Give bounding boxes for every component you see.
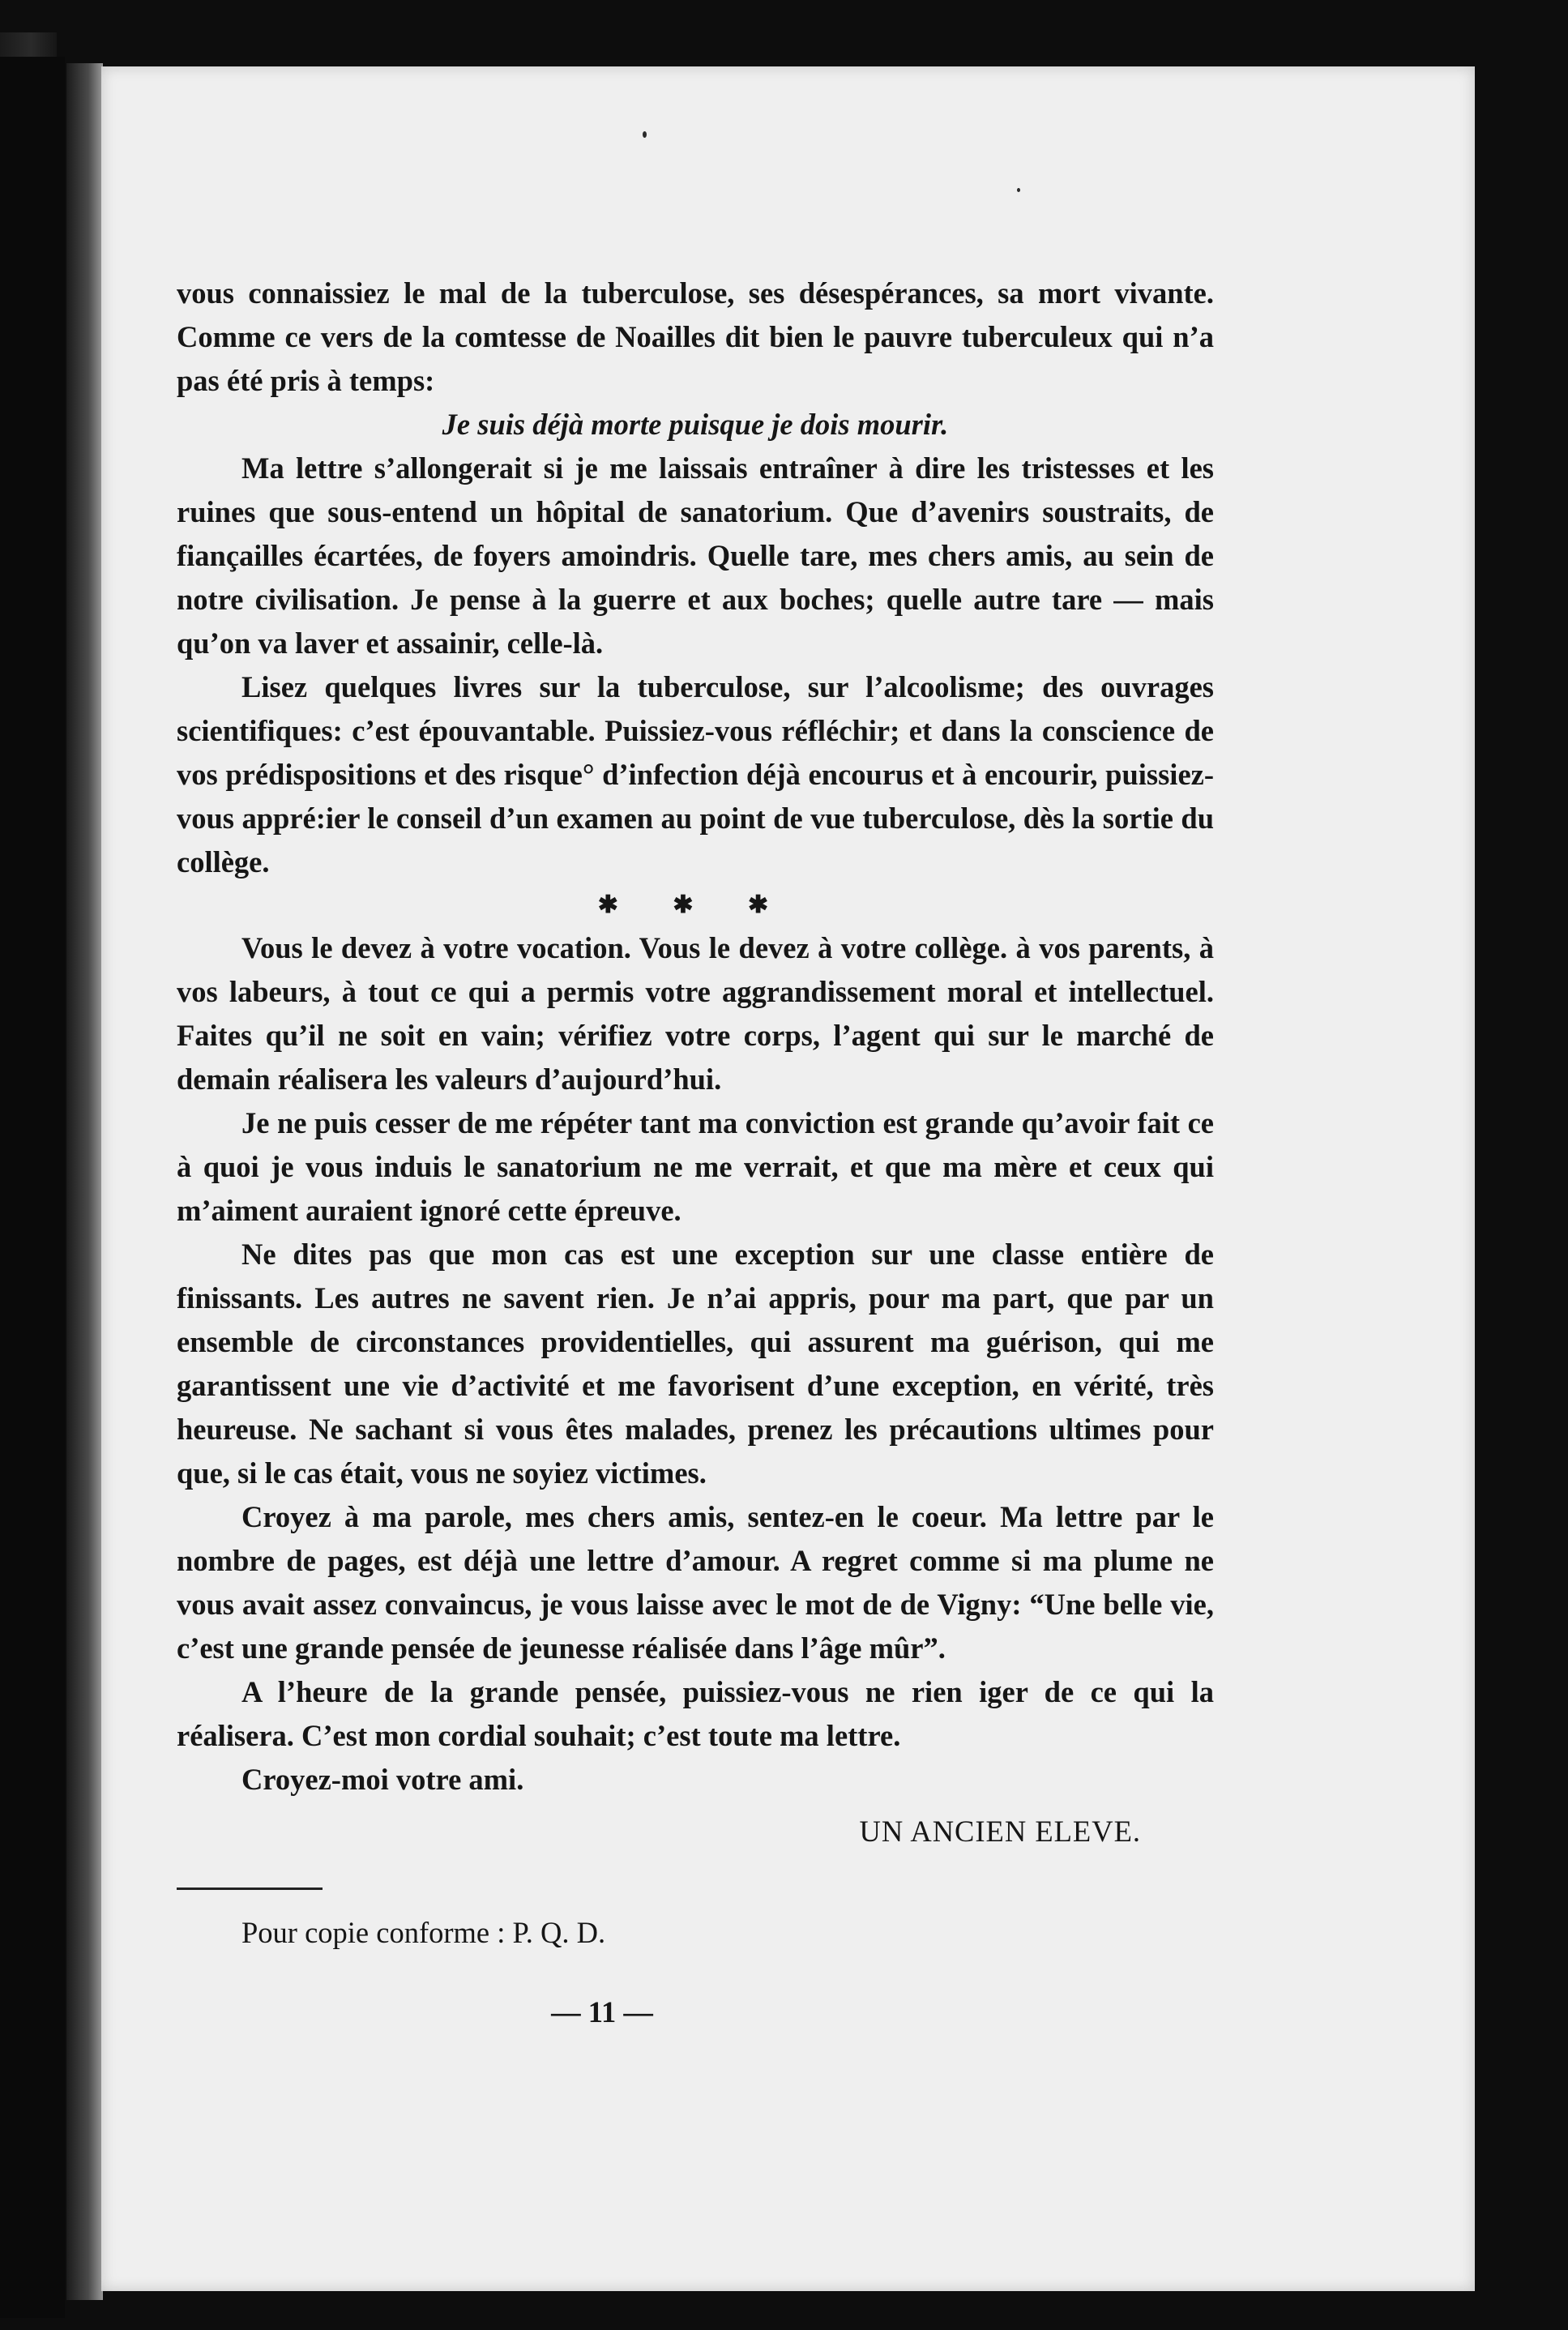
paragraph-continuation: vous connaissiez le mal de la tuberculose, ses désespérances, sa mort vivante. Comme ce vers de la comtesse de Noailles dit bien le pauvre tuberculeux qui n’a pas été pris à temps: [177,276,1214,397]
copy-note: Pour copie conforme : P. Q. D. [241,1916,606,1949]
section-break-asterisms: ✱ ✱ ✱ [597,891,793,918]
paragraph: Ma lettre s’allongerait si je me laissais entraîner à dire les tristesses et les ruines que sous-entend un hôpital de sanatorium. Que d’avenirs soustraits, de fiançailles écartées, de foyers amoindris. Quelle tare, mes chers amis, au sein de notre civilisation. Je pense à la guerre et aux boches; quelle autre tare — mais qu’on va laver et assainir, celle-là. [177,451,1214,660]
quoted-verse: Je suis déjà morte puisque je dois mourir. [442,408,949,441]
footnote-rule [177,1888,323,1890]
paragraph: A l’heure de la grande pensée, puissiez-vous ne rien iger de ce qui la réalisera. C’est mon cordial souhait; c’est toute ma lettre. [177,1675,1214,1752]
scan-speck [643,131,647,138]
page-number: — 11 — [551,1995,653,2029]
paragraph: Je ne puis cesser de me répéter tant ma conviction est grande qu’avoir fait ce à quoi je vous induis le sanatorium ne me verrait, et que ma mère et ceux qui m’aiment auraient ignoré cette épreuve. [177,1106,1214,1227]
paragraph: Ne dites pas que mon cas est une exception sur une classe entière de finissants. Les autres ne savent rien. Je n’ai appris, pour ma part, que par un ensemble de circonstances providentielles, qui assurent ma guérison, qui me garantissent une vie d’activité et me favorisent d’une exception, en vérité, très heureuse. Ne sachant si vous êtes malades, prenez les précautions ultimes pour que, si le cas était, vous ne soyiez victimes. [177,1238,1214,1490]
signature: UN ANCIEN ELEVE. [859,1815,1141,1848]
scan-speck [1017,188,1020,192]
binding-shadow [0,57,65,2318]
page-gutter-shadow [66,63,103,2300]
paragraph: Croyez à ma parole, mes chers amis, sentez-en le coeur. Ma lettre par le nombre de pages, est déjà une lettre d’amour. A regret comme si ma plume ne vous avait assez convaincus, je vous laisse avec le mot de de Vigny: “Une belle vie, c’est une grande pensée de jeunesse réalisée dans l’âge mûr”. [177,1500,1214,1665]
paragraph: Lisez quelques livres sur la tuberculose, sur l’alcoolisme; des ouvrages scientifiques: c’est épouvantable. Puissiez-vous réfléchir; et dans la conscience de vos prédispositions et des risque° d’infection déjà encourus et à encourir, puissiez-vous appré:ier le conseil d’un examen au point de vue tuberculose, dès la sortie du collège. [177,670,1214,879]
closing-line: Croyez-moi votre ami. [241,1763,524,1796]
document-text [177,271,1214,2034]
paragraph: Vous le devez à votre vocation. Vous le devez à votre collège. à vos parents, à vos labeurs, à tout ce qui a permis votre aggrandissement moral et intellectuel. Faites qu’il ne soit en vain; vérifiez votre corps, l’agent qui sur le marché de demain réalisera les valeurs d’aujourd’hui. [177,931,1214,1096]
